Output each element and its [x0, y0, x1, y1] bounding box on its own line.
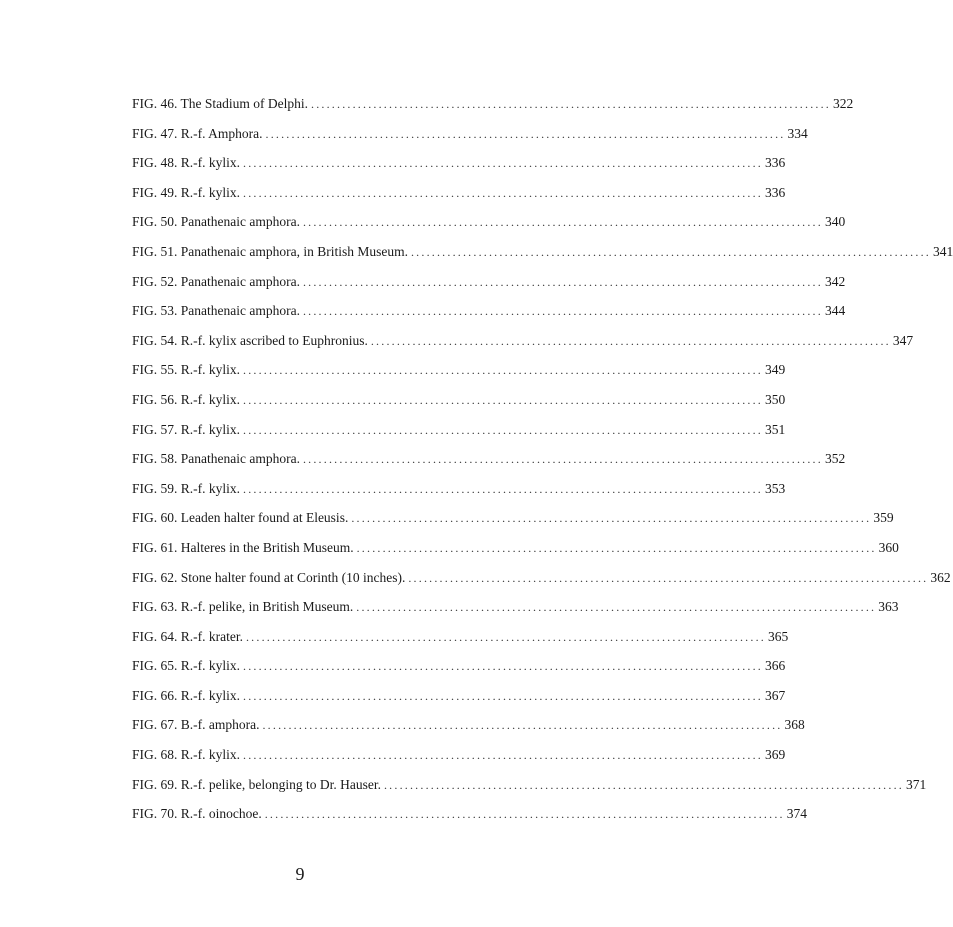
toc-entry: [132, 740, 786, 770]
entry-label: FIG. 49. R.-f. kylix.: [132, 184, 240, 200]
entry-page: 334: [787, 125, 808, 141]
entry-label: FIG. 47. R.-f. Amphora.: [132, 125, 263, 141]
entry-page: 374: [786, 806, 807, 822]
dot-leader: [243, 682, 763, 712]
toc-entry: [132, 385, 786, 415]
entry-label: FIG. 53. Panathenaic amphora.: [132, 303, 300, 319]
entry-label: FIG. 70. R.-f. oinochoe.: [132, 806, 262, 822]
entry-page: 351: [765, 421, 786, 437]
entry-label: FIG. 56. R.-f. kylix.: [132, 391, 240, 407]
entry-page: 336: [765, 155, 786, 171]
entry-page: 366: [765, 658, 786, 674]
entry-page: 350: [765, 391, 786, 407]
entry-label: FIG. 60. Leaden halter found at Eleusis.: [132, 510, 349, 526]
entry-page: 344: [824, 303, 846, 319]
entry-page: 365: [767, 628, 789, 644]
dot-leader: [243, 179, 763, 209]
toc-entry: [132, 444, 846, 474]
entry-page: 368: [784, 717, 805, 733]
toc-entry: [132, 415, 786, 445]
entry-label: FIG. 69. R.-f. pelike, belonging to Dr. Hauser.: [132, 776, 381, 792]
entry-page: 347: [892, 332, 914, 348]
dot-leader: [408, 564, 928, 594]
dot-leader: [266, 120, 786, 150]
dot-leader: [243, 475, 763, 505]
dot-leader: [411, 238, 931, 268]
entry-page: 352: [824, 451, 846, 467]
entry-page: 359: [873, 510, 894, 526]
toc-entry: [132, 237, 953, 267]
entry-label: FIG. 55. R.-f. kylix.: [132, 362, 240, 378]
toc-entry: [132, 326, 914, 356]
toc-entry: [132, 89, 854, 119]
dot-leader: [243, 652, 763, 682]
entry-page: 341: [932, 243, 953, 259]
entry-label: FIG. 50. Panathenaic amphora.: [132, 214, 300, 230]
dot-leader: [265, 800, 785, 830]
toc-entry: [132, 355, 786, 385]
entry-label: FIG. 57. R.-f. kylix.: [132, 421, 240, 437]
toc-entry: [132, 533, 899, 563]
dot-leader: [351, 504, 871, 534]
toc-entry: [132, 681, 786, 711]
toc-entry: [132, 148, 786, 178]
toc-entry: [132, 207, 846, 237]
entry-page: 367: [765, 687, 786, 703]
toc-entry: [132, 799, 807, 829]
entry-page: 336: [765, 184, 786, 200]
entry-page: 322: [833, 96, 854, 111]
entry-label: FIG. 63. R.-f. pelike, in British Museum.: [132, 599, 354, 615]
entry-page: 362: [930, 569, 951, 585]
toc-entry: [132, 296, 846, 326]
toc-entry: [132, 592, 899, 622]
dot-leader: [303, 268, 823, 298]
dot-leader: [246, 623, 766, 653]
entry-page: 340: [824, 214, 846, 230]
list-of-illustrations: [132, 89, 953, 829]
page-number: 9: [295, 864, 305, 884]
dot-leader: [243, 416, 763, 446]
dot-leader: [262, 711, 782, 741]
toc-entry: [132, 178, 786, 208]
entry-label: FIG. 54. R.-f. kylix ascribed to Euphronius.: [132, 332, 368, 348]
entry-label: FIG. 64. R.-f. krater.: [132, 628, 243, 644]
toc-entry: [132, 710, 805, 740]
dot-leader: [357, 534, 877, 564]
toc-entry: [132, 267, 846, 297]
entry-page: 371: [905, 776, 927, 792]
dot-leader: [303, 208, 823, 238]
dot-leader: [243, 149, 763, 179]
entry-label: FIG. 46. The Stadium of Delphi.: [132, 96, 308, 111]
dot-leader: [311, 90, 831, 120]
entry-label: FIG. 58. Panathenaic amphora.: [132, 451, 300, 467]
toc-entry: [132, 474, 786, 504]
entry-label: FIG. 51. Panathenaic amphora, in British Museum.: [132, 243, 408, 259]
dot-leader: [303, 445, 823, 475]
entry-page: 342: [824, 273, 846, 289]
entry-label: FIG. 65. R.-f. kylix.: [132, 658, 240, 674]
entry-label: FIG. 48. R.-f. kylix.: [132, 155, 240, 171]
dot-leader: [356, 593, 876, 623]
toc-entry: [132, 119, 808, 149]
dot-leader: [371, 327, 891, 357]
entry-label: FIG. 68. R.-f. kylix.: [132, 747, 240, 763]
entry-label: FIG. 59. R.-f. kylix.: [132, 480, 240, 496]
toc-entry: [132, 563, 951, 593]
dot-leader: [243, 741, 763, 771]
entry-page: 369: [765, 747, 786, 763]
dot-leader: [243, 386, 763, 416]
entry-page: 360: [878, 539, 899, 555]
entry-page: 349: [765, 362, 786, 378]
entry-page: 363: [878, 599, 899, 615]
entry-page: 353: [765, 480, 786, 496]
dot-leader: [243, 356, 763, 386]
entry-label: FIG. 67. B.-f. amphora.: [132, 717, 260, 733]
entry-label: FIG. 62. Stone halter found at Corinth (10 inches).: [132, 569, 406, 585]
toc-entry: [132, 770, 927, 800]
toc-entry: [132, 622, 789, 652]
dot-leader: [384, 771, 904, 801]
toc-entry: [132, 651, 786, 681]
entry-label: FIG. 52. Panathenaic amphora.: [132, 273, 300, 289]
entry-label: FIG. 66. R.-f. kylix.: [132, 687, 240, 703]
entry-label: FIG. 61. Halteres in the British Museum.: [132, 539, 354, 555]
dot-leader: [303, 297, 823, 327]
toc-entry: [132, 503, 894, 533]
